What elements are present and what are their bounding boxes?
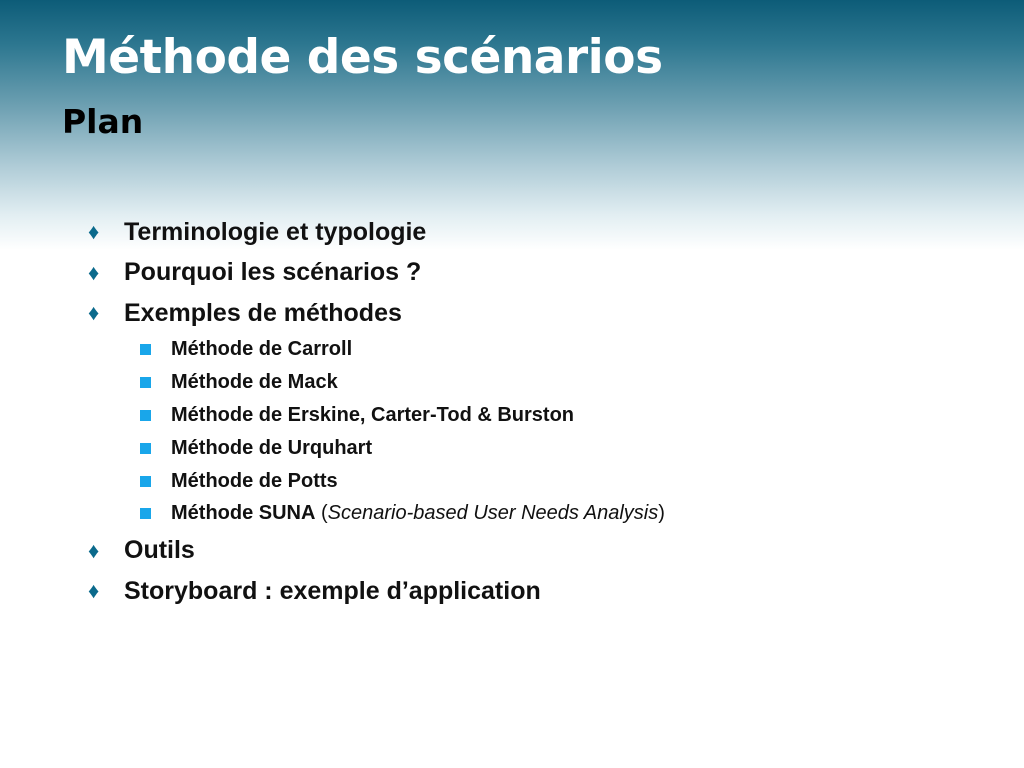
method-item — [140, 399, 984, 432]
outline-item — [84, 530, 984, 571]
method-item-label: Méthode SUNA — [171, 502, 316, 525]
method-item — [140, 432, 984, 465]
outline-item — [84, 253, 984, 294]
square-bullet-icon — [140, 476, 151, 487]
diamond-icon: ♦ — [88, 537, 100, 563]
outline-item — [84, 571, 984, 612]
outline-item-label: Outils — [124, 536, 195, 565]
diamond-icon: ♦ — [88, 259, 100, 285]
method-item-label: Méthode de Urquhart — [171, 436, 373, 459]
method-note-paren-close: ) — [658, 502, 665, 525]
diamond-icon: ♦ — [88, 300, 100, 326]
diamond-icon: ♦ — [88, 219, 100, 245]
outline-item-label: Pourquoi les scénarios ? — [124, 258, 422, 287]
outline-item-label: Exemples de méthodes — [124, 298, 402, 327]
outline-item — [84, 212, 984, 253]
method-item — [140, 497, 984, 530]
method-item — [140, 334, 984, 367]
square-bullet-icon — [140, 410, 151, 421]
diamond-icon: ♦ — [88, 578, 100, 604]
method-item-label: Méthode de Mack — [171, 371, 338, 394]
method-item — [140, 465, 984, 498]
method-sublist — [84, 334, 984, 531]
method-note-italic: Scenario-based User Needs Analysis — [327, 502, 659, 525]
outline-item — [84, 293, 984, 334]
slide-title: Méthode des scénarios — [62, 30, 663, 85]
method-item — [140, 366, 984, 399]
method-item-label: Méthode de Carroll — [171, 338, 353, 361]
square-bullet-icon — [140, 344, 151, 355]
outline-subitems — [84, 334, 984, 531]
outline-list — [84, 212, 984, 611]
square-bullet-icon — [140, 508, 151, 519]
method-item-label: Méthode de Erskine, Carter-Tod & Burston — [171, 403, 575, 426]
outline-item-label: Storyboard : exemple d’application — [124, 576, 541, 605]
square-bullet-icon — [140, 443, 151, 454]
method-note-paren-open: ( — [315, 502, 328, 525]
method-item-label: Méthode de Potts — [171, 469, 338, 492]
slide-subtitle: Plan — [62, 102, 144, 141]
square-bullet-icon — [140, 377, 151, 388]
outline-item-label: Terminologie et typologie — [124, 217, 427, 246]
